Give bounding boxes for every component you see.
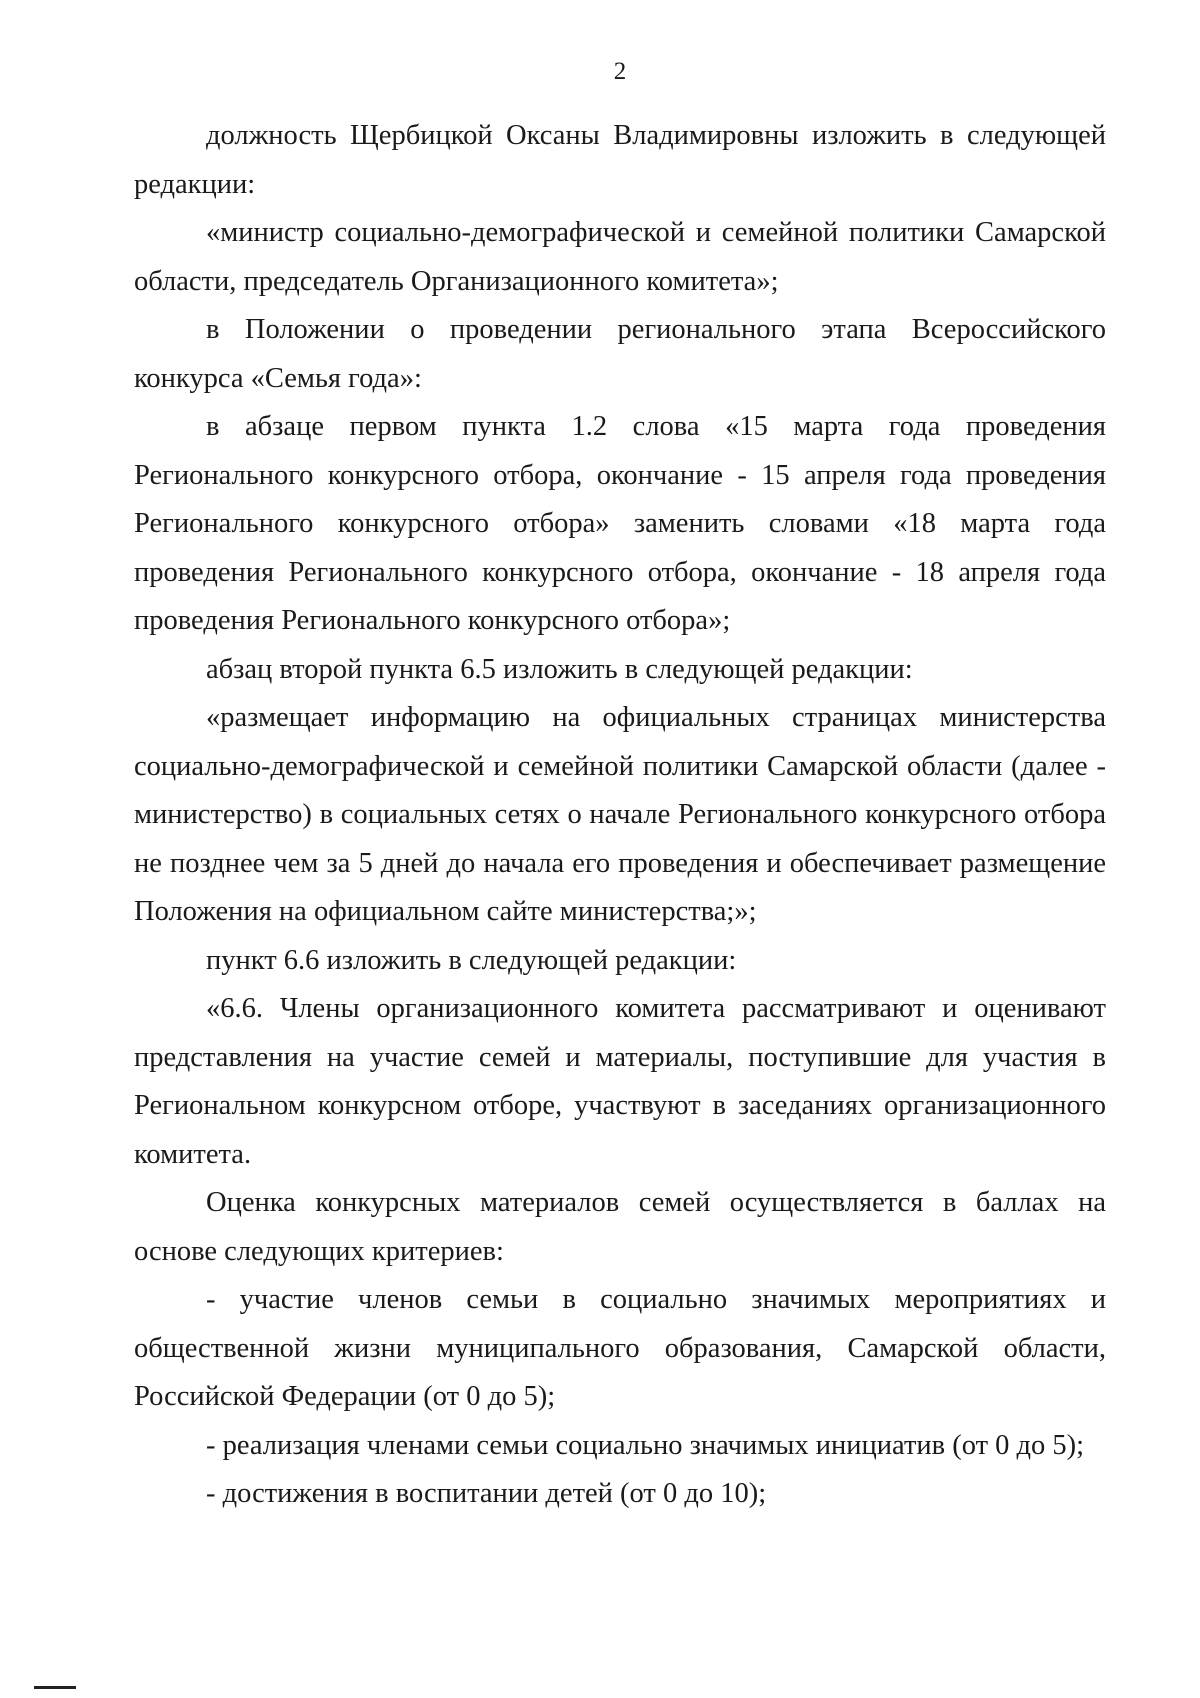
paragraph-position-new-wording: «министр социально-демографической и семейной политики Самарской области, председатель Организационного комитета»; <box>134 217 1106 297</box>
criterion-social-initiatives: - реализация членами семьи социально значимых инициатив (от 0 до 5); <box>206 1429 1085 1461</box>
document-body <box>134 112 1106 1519</box>
paragraph-clause-6-5-intro: абзац второй пункта 6.5 изложить в следующей редакции: <box>206 653 913 685</box>
criterion-social-participation: - участие членов семьи в социально значимых мероприятиях и общественной жизни муниципального образования, Самарской области, Российской Федерации (от 0 до 5); <box>134 1284 1106 1412</box>
scan-edge-mark <box>34 1686 76 1689</box>
paragraph-evaluation-intro: Оценка конкурсных материалов семей осуществляется в баллах на основе следующих критериев: <box>134 1187 1106 1267</box>
paragraph-clause-6-5-text: «размещает информацию на официальных страницах министерства социально-демографической и семейной политики Самарской области (далее - министерство) в социальных сетях о начале Регионального конкурсного отбора не позднее чем за 5 дней до начала его проведения и обеспечивает размещение Положения на официальном сайте министерства;»; <box>134 702 1106 927</box>
criterion-child-upbringing: - достижения в воспитании детей (от 0 до 10); <box>206 1478 767 1509</box>
paragraph-regulation-intro: в Положении о проведении регионального этапа Всероссийского конкурса «Семья года»: <box>134 314 1106 394</box>
paragraph-clause-1-2: в абзаце первом пункта 1.2 слова «15 марта года проведения Регионального конкурсного отбора, окончание - 15 апреля года проведения Регионального конкурсного отбора» заменить словами «18 марта года проведения Регионального конкурсного отбора, окончание - 18 апреля года проведения Регионального конкурсного отбора»; <box>134 411 1106 636</box>
page-number: 2 <box>613 58 627 85</box>
paragraph-clause-6-6-intro: пункт 6.6 изложить в следующей редакции: <box>206 944 737 976</box>
paragraph-clause-6-6-text: «6.6. Члены организационного комитета рассматривают и оценивают представления на участие семей и материалы, поступившие для участия в Региональном конкурсном отборе, участвуют в заседаниях организационного комитета. <box>134 993 1106 1170</box>
paragraph-position-title: должность Щербицкой Оксаны Владимировны изложить в следующей редакции: <box>134 120 1106 200</box>
